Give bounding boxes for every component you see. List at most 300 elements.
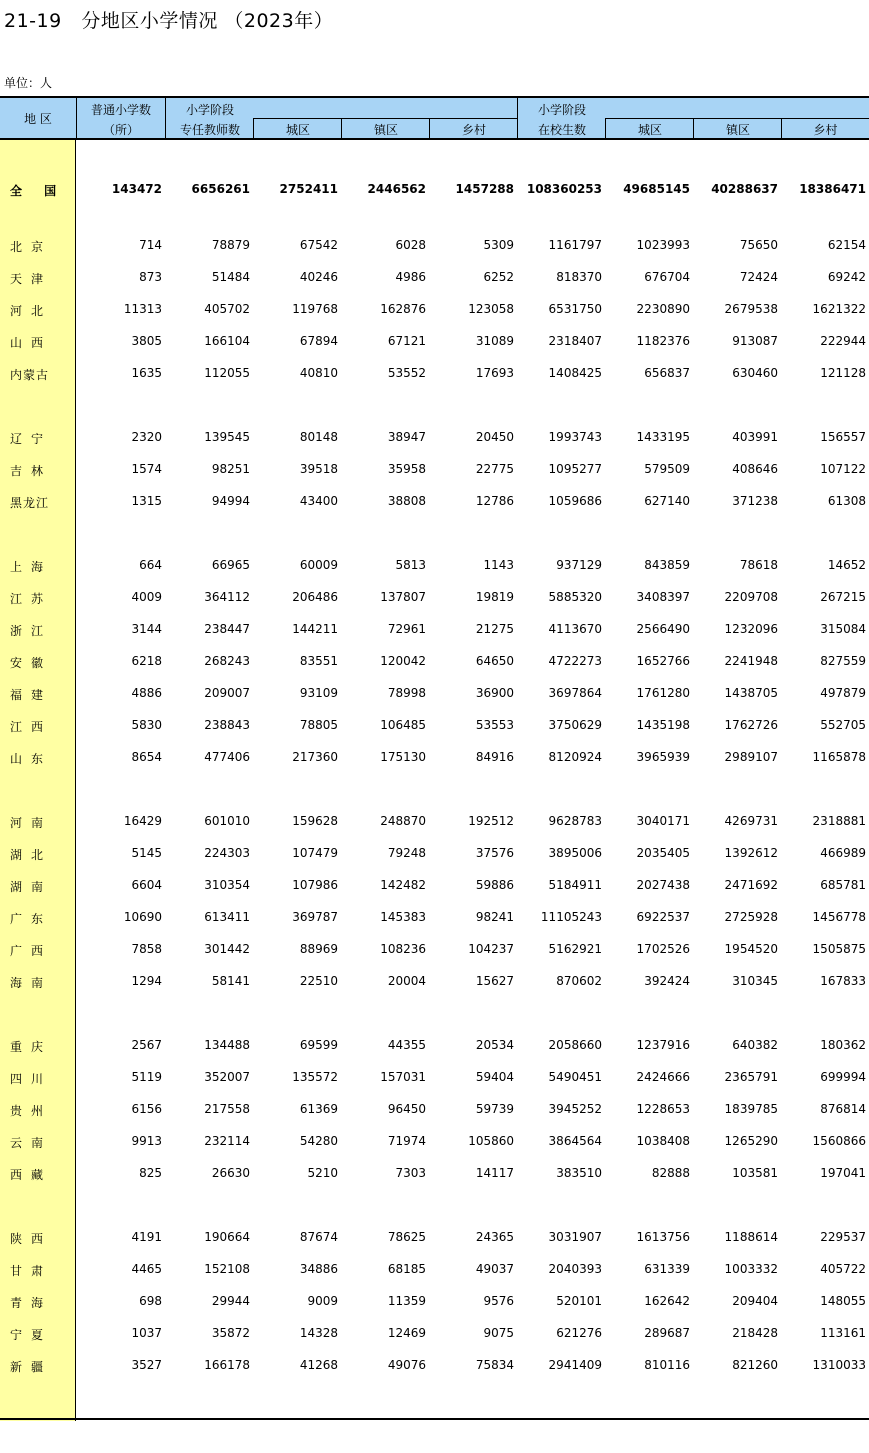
table-cell: 1232096 [724,622,778,636]
table-cell: 876814 [820,1102,866,1116]
table-cell: 217360 [292,750,338,764]
table-cell: 3945252 [548,1102,602,1116]
table-cell: 2566490 [636,622,690,636]
region-name: 山西 [10,336,53,350]
table-row [0,1260,869,1280]
table-cell: 1228653 [636,1102,690,1116]
table-cell: 123058 [468,302,514,316]
table-cell: 217558 [204,1102,250,1116]
table-cell: 1095277 [548,462,602,476]
table-cell: 1993743 [548,430,602,444]
table-cell: 6656261 [191,182,250,196]
table-cell: 40288637 [711,182,778,196]
table-cell: 405722 [820,1262,866,1276]
table-row [0,1292,869,1312]
region-name: 辽宁 [10,432,53,446]
table-cell: 1294 [131,974,162,988]
table-cell: 268243 [204,654,250,668]
table-cell: 2725928 [724,910,778,924]
table-cell: 35872 [211,1326,250,1340]
table-row [0,1132,869,1152]
table-cell: 14328 [299,1326,338,1340]
region-name: 广东 [10,912,53,926]
table-cell: 371238 [732,494,778,508]
table-cell: 664 [139,558,162,572]
table-cell: 38808 [387,494,426,508]
table-cell: 1433195 [636,430,690,444]
table-cell: 3031907 [548,1230,602,1244]
table-cell: 7858 [131,942,162,956]
table-row [0,1164,869,1184]
table-cell: 80148 [299,430,338,444]
table-cell: 2318881 [812,814,866,828]
table-cell: 2241948 [724,654,778,668]
table-cell: 62154 [827,238,866,252]
table-cell: 37576 [475,846,514,860]
table-row [0,1356,869,1376]
region-name: 甘肃 [10,1264,53,1278]
total-row [0,180,869,200]
table-cell: 1635 [131,366,162,380]
table-cell: 2320 [131,430,162,444]
table-cell: 2446562 [367,182,426,196]
table-bottom-rule [0,1418,869,1420]
table-cell: 870602 [556,974,602,988]
region-name: 北京 [10,240,53,254]
table-cell: 167833 [820,974,866,988]
region-name: 内蒙古 [10,368,50,382]
table-cell: 222944 [820,334,866,348]
table-cell: 656837 [644,366,690,380]
table-cell: 148055 [820,1294,866,1308]
table-cell: 2567 [131,1038,162,1052]
region-table [0,96,869,1421]
header-students-rural: 乡村 [813,123,838,137]
region-name: 新疆 [10,1360,53,1374]
table-cell: 67894 [299,334,338,348]
table-cell: 7303 [395,1166,426,1180]
table-cell: 6218 [131,654,162,668]
table-cell: 209007 [204,686,250,700]
table-cell: 383510 [556,1166,602,1180]
table-row [0,1324,869,1344]
table-cell: 66965 [211,558,250,572]
table-row [0,1100,869,1120]
table-cell: 64650 [475,654,514,668]
table-cell: 24365 [475,1230,514,1244]
table-cell: 142482 [380,878,426,892]
table-cell: 11313 [123,302,162,316]
table-cell: 1702526 [636,942,690,956]
table-cell: 159628 [292,814,338,828]
table-cell: 44355 [387,1038,426,1052]
header-students-town: 镇区 [725,123,750,137]
table-cell: 714 [139,238,162,252]
table-cell: 1182376 [636,334,690,348]
table-cell: 1023993 [636,238,690,252]
table-cell: 2941409 [548,1358,602,1372]
table-cell: 17693 [475,366,514,380]
table-cell: 26630 [211,1166,250,1180]
table-row [0,684,869,704]
table-cell: 631339 [644,1262,690,1276]
table-cell: 107986 [292,878,338,892]
table-cell: 59886 [475,878,514,892]
page-title: 21-19 分地区小学情况 （2023年） [4,10,334,32]
region-name: 福建 [10,688,53,702]
header-teachers-group: 小学阶段 [185,103,234,117]
table-cell: 134488 [204,1038,250,1052]
table-cell: 14652 [827,558,866,572]
table-cell: 238843 [204,718,250,732]
table-cell: 1059686 [548,494,602,508]
header-divider [165,98,166,140]
table-cell: 6922537 [636,910,690,924]
table-cell: 630460 [732,366,778,380]
table-cell: 98251 [211,462,250,476]
table-cell: 1613756 [636,1230,690,1244]
table-cell: 4986 [395,270,426,284]
table-cell: 8654 [131,750,162,764]
table-row [0,460,869,480]
table-cell: 218428 [732,1326,778,1340]
table-cell: 1761280 [636,686,690,700]
table-cell: 4269731 [724,814,778,828]
table-cell: 310345 [732,974,778,988]
header-divider [429,119,430,140]
table-row [0,268,869,288]
table-cell: 162876 [380,302,426,316]
table-cell: 58141 [211,974,250,988]
table-cell: 43400 [299,494,338,508]
table-cell: 3965939 [636,750,690,764]
region-name: 贵州 [10,1104,53,1118]
table-cell: 6156 [131,1102,162,1116]
table-cell: 1265290 [724,1134,778,1148]
table-cell: 1839785 [724,1102,778,1116]
table-cell: 14117 [475,1166,514,1180]
table-cell: 408646 [732,462,778,476]
table-cell: 9628783 [548,814,602,828]
table-cell: 209404 [732,1294,778,1308]
region-name: 江西 [10,720,53,734]
table-cell: 49037 [475,1262,514,1276]
table-row [0,812,869,832]
region-name: 陕西 [10,1232,53,1246]
table-cell: 5813 [395,558,426,572]
table-cell: 2035405 [636,846,690,860]
table-cell: 621276 [556,1326,602,1340]
header-divider [76,98,77,140]
table-cell: 497879 [820,686,866,700]
table-row [0,1036,869,1056]
region-name: 湖北 [10,848,53,862]
table-cell: 8120924 [548,750,602,764]
table-cell: 640382 [732,1038,778,1052]
table-cell: 685781 [820,878,866,892]
table-cell: 3144 [131,622,162,636]
table-cell: 40810 [299,366,338,380]
table-cell: 825 [139,1166,162,1180]
table-cell: 5210 [307,1166,338,1180]
table-cell: 113161 [820,1326,866,1340]
table-cell: 818370 [556,270,602,284]
table-cell: 1457288 [455,182,514,196]
table-cell: 75834 [475,1358,514,1372]
table-cell: 3895006 [548,846,602,860]
table-cell: 698 [139,1294,162,1308]
region-name: 江苏 [10,592,53,606]
table-cell: 108236 [380,942,426,956]
table-cell: 289687 [644,1326,690,1340]
table-cell: 315084 [820,622,866,636]
table-cell: 82888 [651,1166,690,1180]
table-cell: 2027438 [636,878,690,892]
table-cell: 392424 [644,974,690,988]
region-name: 上海 [10,560,53,574]
table-cell: 88969 [299,942,338,956]
table-cell: 310354 [204,878,250,892]
table-cell: 29944 [211,1294,250,1308]
table-row [0,236,869,256]
table-cell: 3864564 [548,1134,602,1148]
table-cell: 20534 [475,1038,514,1052]
table-cell: 156557 [820,430,866,444]
table-row [0,300,869,320]
table-cell: 12786 [475,494,514,508]
table-cell: 1456778 [812,910,866,924]
table-cell: 71974 [387,1134,426,1148]
table-cell: 137807 [380,590,426,604]
region-name: 河南 [10,816,53,830]
header-subline [253,118,517,119]
table-cell: 9913 [131,1134,162,1148]
table-cell: 135572 [292,1070,338,1084]
table-cell: 61308 [827,494,866,508]
table-cell: 4113670 [548,622,602,636]
table-cell: 78805 [299,718,338,732]
table-cell: 78998 [387,686,426,700]
table-cell: 31089 [475,334,514,348]
table-cell: 613411 [204,910,250,924]
table-cell: 108360253 [526,182,602,196]
table-cell: 937129 [556,558,602,572]
region-name: 湖南 [10,880,53,894]
table-cell: 1574 [131,462,162,476]
table-cell: 61369 [299,1102,338,1116]
table-cell: 1315 [131,494,162,508]
table-cell: 79248 [387,846,426,860]
table-cell: 5184911 [548,878,602,892]
table-cell: 2365791 [724,1070,778,1084]
table-cell: 59739 [475,1102,514,1116]
region-name: 重庆 [10,1040,53,1054]
region-name: 河北 [10,304,53,318]
table-row [0,716,869,736]
table-row [0,940,869,960]
table-cell: 224303 [204,846,250,860]
table-row [0,588,869,608]
region-name: 全 国 [10,184,66,198]
table-cell: 676704 [644,270,690,284]
region-name: 山东 [10,752,53,766]
table-cell: 5145 [131,846,162,860]
table-cell: 466989 [820,846,866,860]
region-name: 广西 [10,944,53,958]
header-divider [517,98,518,140]
table-cell: 2471692 [724,878,778,892]
region-name: 浙江 [10,624,53,638]
table-cell: 552705 [820,718,866,732]
table-cell: 3750629 [548,718,602,732]
table-cell: 197041 [820,1166,866,1180]
table-cell: 69599 [299,1038,338,1052]
table-cell: 120042 [380,654,426,668]
table-cell: 22775 [475,462,514,476]
table-cell: 579509 [644,462,690,476]
table-cell: 699994 [820,1070,866,1084]
table-cell: 3697864 [548,686,602,700]
header-divider [605,119,606,140]
table-cell: 4886 [131,686,162,700]
table-cell: 175130 [380,750,426,764]
table-cell: 1954520 [724,942,778,956]
table-cell: 2989107 [724,750,778,764]
region-name: 西藏 [10,1168,53,1182]
header-divider [693,119,694,140]
table-cell: 2318407 [548,334,602,348]
table-cell: 9009 [307,1294,338,1308]
table-cell: 119768 [292,302,338,316]
table-cell: 6028 [395,238,426,252]
table-cell: 4191 [131,1230,162,1244]
table-cell: 39518 [299,462,338,476]
table-header [0,96,869,140]
table-row [0,1068,869,1088]
region-name: 青海 [10,1296,53,1310]
table-cell: 18386471 [799,182,866,196]
table-cell: 121128 [820,366,866,380]
table-cell: 11105243 [540,910,602,924]
table-cell: 144211 [292,622,338,636]
table-cell: 157031 [380,1070,426,1084]
table-cell: 873 [139,270,162,284]
table-cell: 19819 [475,590,514,604]
table-cell: 38947 [387,430,426,444]
region-name: 黑龙江 [10,496,50,510]
table-cell: 34886 [299,1262,338,1276]
header-teachers-total: 专任教师数 [179,123,240,137]
table-cell: 477406 [204,750,250,764]
table-cell: 4009 [131,590,162,604]
table-cell: 1435198 [636,718,690,732]
table-cell: 1392612 [724,846,778,860]
table-cell: 72961 [387,622,426,636]
table-cell: 1038408 [636,1134,690,1148]
table-cell: 4722273 [548,654,602,668]
table-row [0,428,869,448]
table-row [0,1228,869,1248]
table-cell: 2424666 [636,1070,690,1084]
table-cell: 405702 [204,302,250,316]
table-cell: 3805 [131,334,162,348]
table-cell: 2679538 [724,302,778,316]
table-cell: 98241 [475,910,514,924]
table-cell: 75650 [739,238,778,252]
table-cell: 913087 [732,334,778,348]
table-cell: 49076 [387,1358,426,1372]
table-cell: 145383 [380,910,426,924]
table-cell: 5309 [483,238,514,252]
table-cell: 139545 [204,430,250,444]
region-name: 宁夏 [10,1328,53,1342]
table-cell: 364112 [204,590,250,604]
table-cell: 232114 [204,1134,250,1148]
table-cell: 72424 [739,270,778,284]
table-cell: 9576 [483,1294,514,1308]
table-cell: 20450 [475,430,514,444]
table-cell: 5119 [131,1070,162,1084]
table-cell: 180362 [820,1038,866,1052]
unit-label: 单位：人 [4,76,53,90]
table-cell: 104237 [468,942,514,956]
table-cell: 16429 [123,814,162,828]
table-cell: 106485 [380,718,426,732]
table-cell: 36900 [475,686,514,700]
table-row [0,908,869,928]
table-cell: 35958 [387,462,426,476]
table-cell: 60009 [299,558,338,572]
table-row [0,876,869,896]
header-schools-line1: 普通小学数 [90,103,151,117]
table-cell: 238447 [204,622,250,636]
table-cell: 40246 [299,270,338,284]
table-cell: 1560866 [812,1134,866,1148]
table-cell: 1165878 [812,750,866,764]
table-cell: 49685145 [623,182,690,196]
table-cell: 4465 [131,1262,162,1276]
region-name: 四川 [10,1072,53,1086]
header-teachers-rural: 乡村 [461,123,486,137]
table-cell: 1037 [131,1326,162,1340]
table-row [0,492,869,512]
table-cell: 821260 [732,1358,778,1372]
table-cell: 1143 [483,558,514,572]
region-name: 天津 [10,272,53,286]
table-body [0,140,869,1421]
table-cell: 67542 [299,238,338,252]
header-schools-line2: （所） [102,123,139,137]
table-cell: 112055 [204,366,250,380]
table-cell: 1408425 [548,366,602,380]
table-row [0,844,869,864]
table-row [0,332,869,352]
table-cell: 403991 [732,430,778,444]
table-cell: 12469 [387,1326,426,1340]
table-cell: 1003332 [724,1262,778,1276]
table-cell: 152108 [204,1262,250,1276]
table-cell: 67121 [387,334,426,348]
table-cell: 1161797 [548,238,602,252]
table-cell: 84916 [475,750,514,764]
table-cell: 68185 [387,1262,426,1276]
region-name: 吉林 [10,464,53,478]
table-cell: 5885320 [548,590,602,604]
table-cell: 192512 [468,814,514,828]
region-name: 海南 [10,976,53,990]
table-cell: 59404 [475,1070,514,1084]
table-cell: 78879 [211,238,250,252]
